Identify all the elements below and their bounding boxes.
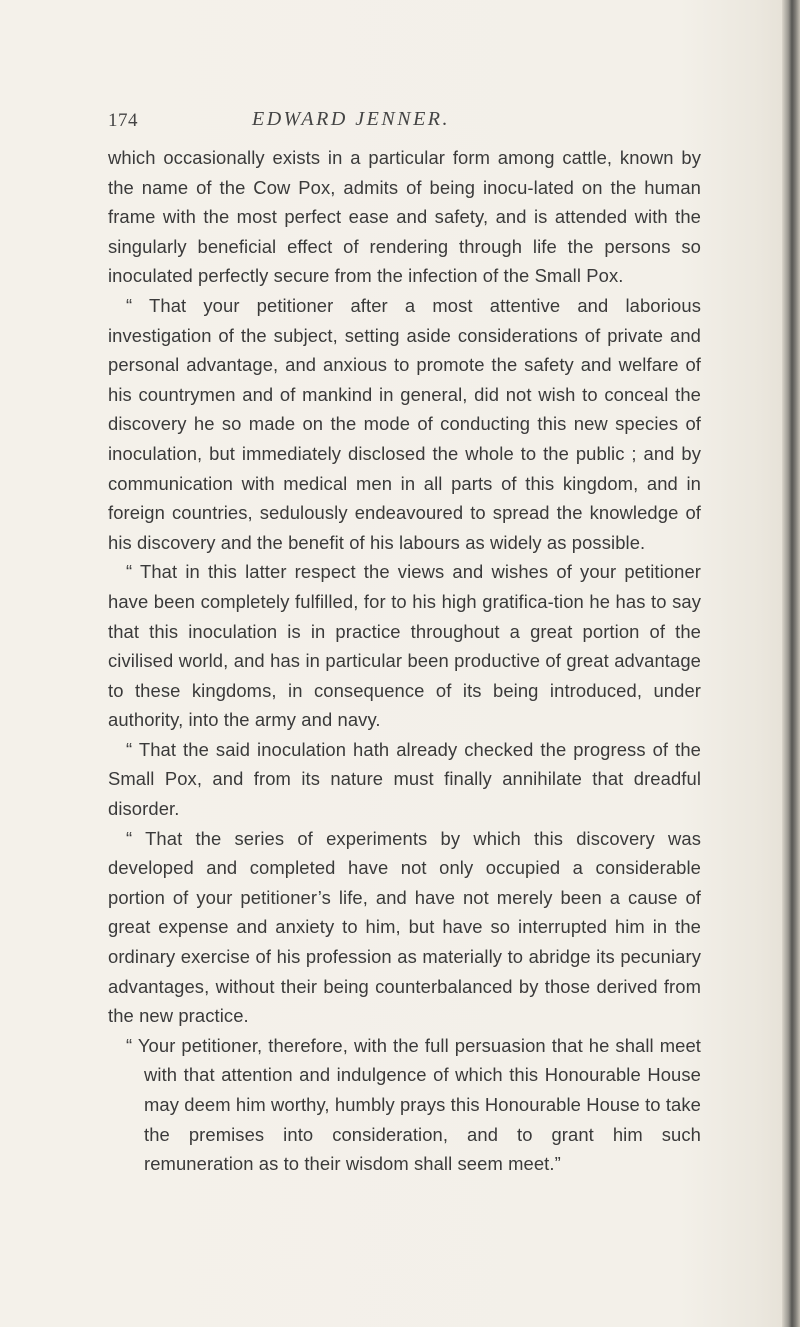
paragraph: “ Your petitioner, therefore, with the full persuasion that he shall meet with that attention and indulgence of which this Honourable House may deem him worthy, humbly prays this Honourable House to take the premises into consideration, and to grant him such remuneration as to their wisdom shall seem meet.” <box>126 1034 701 1175</box>
body-text <box>108 143 701 1179</box>
paragraph: “ That the said inoculation hath already checked the progress of the Small Pox, and from its nature must finally annihilate that dreadful disorder. <box>108 738 701 820</box>
page-binding-edge <box>782 0 800 1327</box>
paragraph: “ That in this latter respect the views and wishes of your petitioner have been completely fulfilled, for to his high gratifica-tion he has to say that this inoculation is in practice throughout a great portion of the civilised world, and has in particular been productive of great advantage to these kingdoms, in consequence of its being introduced, under authority, into the army and navy. <box>108 561 701 731</box>
page-header <box>0 108 800 138</box>
paragraph: “ That your petitioner after a most attentive and laborious investigation of the subject, setting aside considerations of private and personal advantage, and anxious to promote the safety and welfare of his countrymen and of mankind in general, did not wish to conceal the discovery he so made on the mode of conducting this new species of inoculation, but immediately disclosed the whole to the public ; and by communication with medical men in all parts of this kingdom, and in foreign countries, sedulously endeavoured to spread the knowledge of his discovery and the benefit of his labours as widely as possible. <box>108 294 701 553</box>
paragraph: “ That the series of experiments by which this discovery was developed and completed have not only occupied a considerable portion of your petitioner’s life, and have not merely been a cause of great expense and anxiety to him, but have so interrupted him in the ordinary exercise of his profession as materially to abridge its pecuniary advantages, without their being counterbalanced by those derived from the new practice. <box>108 827 701 1027</box>
page-number: 174 <box>108 110 138 131</box>
paragraph: which occasionally exists in a particular form among cattle, known by the name of the Cow Pox, admits of being inocu-lated on the human frame with the most perfect ease and safety, and is attended with the singularly beneficial effect of rendering through life the persons so inoculated perfectly secure from the infection of the Small Pox. <box>108 147 701 287</box>
running-head: EDWARD JENNER. <box>252 108 451 130</box>
